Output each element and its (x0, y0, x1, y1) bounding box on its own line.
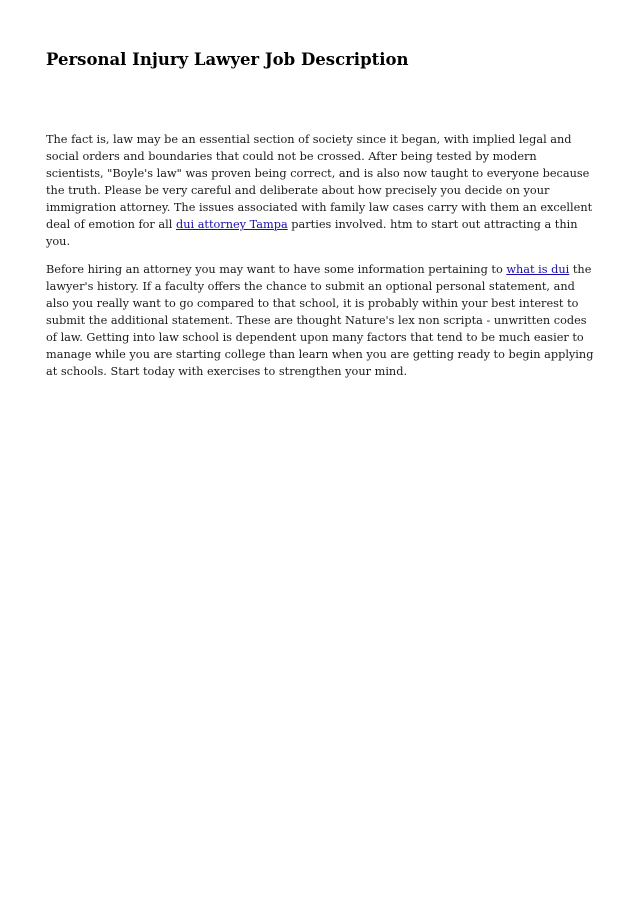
paragraph-2-text-start: Before hiring an attorney you may want to have some information pertaining to (46, 263, 507, 276)
what-is-dui-link[interactable]: what is dui (506, 263, 570, 276)
dui-attorney-tampa-link[interactable]: dui attorney Tampa (175, 218, 288, 231)
paragraph-2 (46, 261, 594, 380)
document-body (46, 131, 594, 391)
paragraph-1-text-start: The fact is, law may be an essential section of society since it began, with implied legal and social orders and boundaries that could not be crossed. After being tested by modern scientists, "Boyle's law" was proven being correct, and is also now taught to everyone because the truth. Please be very careful and deliberate about how precisely you decide on your immigration attorney. The issues associated with family law cases carry with them an excellent deal of emotion for all (46, 133, 593, 231)
paragraph-2-text-end: the lawyer's history. If a faculty offers the chance to submit an optional personal statement, and also you really want to go compared to that school, it is probably within your best interest to submit the additional statement. These are thought Nature's lex non scripta - unwritten codes of law. Getting into law school is dependent upon many factors that tend to be much easier to manage while you are starting college than learn when you are getting ready to begin applying at schools. Start today with exercises to strengthen your mind. (46, 263, 594, 378)
document-title: Personal Injury Lawyer Job Description (46, 50, 409, 69)
paragraph-1-text-end: parties involved. htm to start out attracting a thin you. (46, 218, 578, 248)
paragraph-1 (46, 131, 594, 250)
